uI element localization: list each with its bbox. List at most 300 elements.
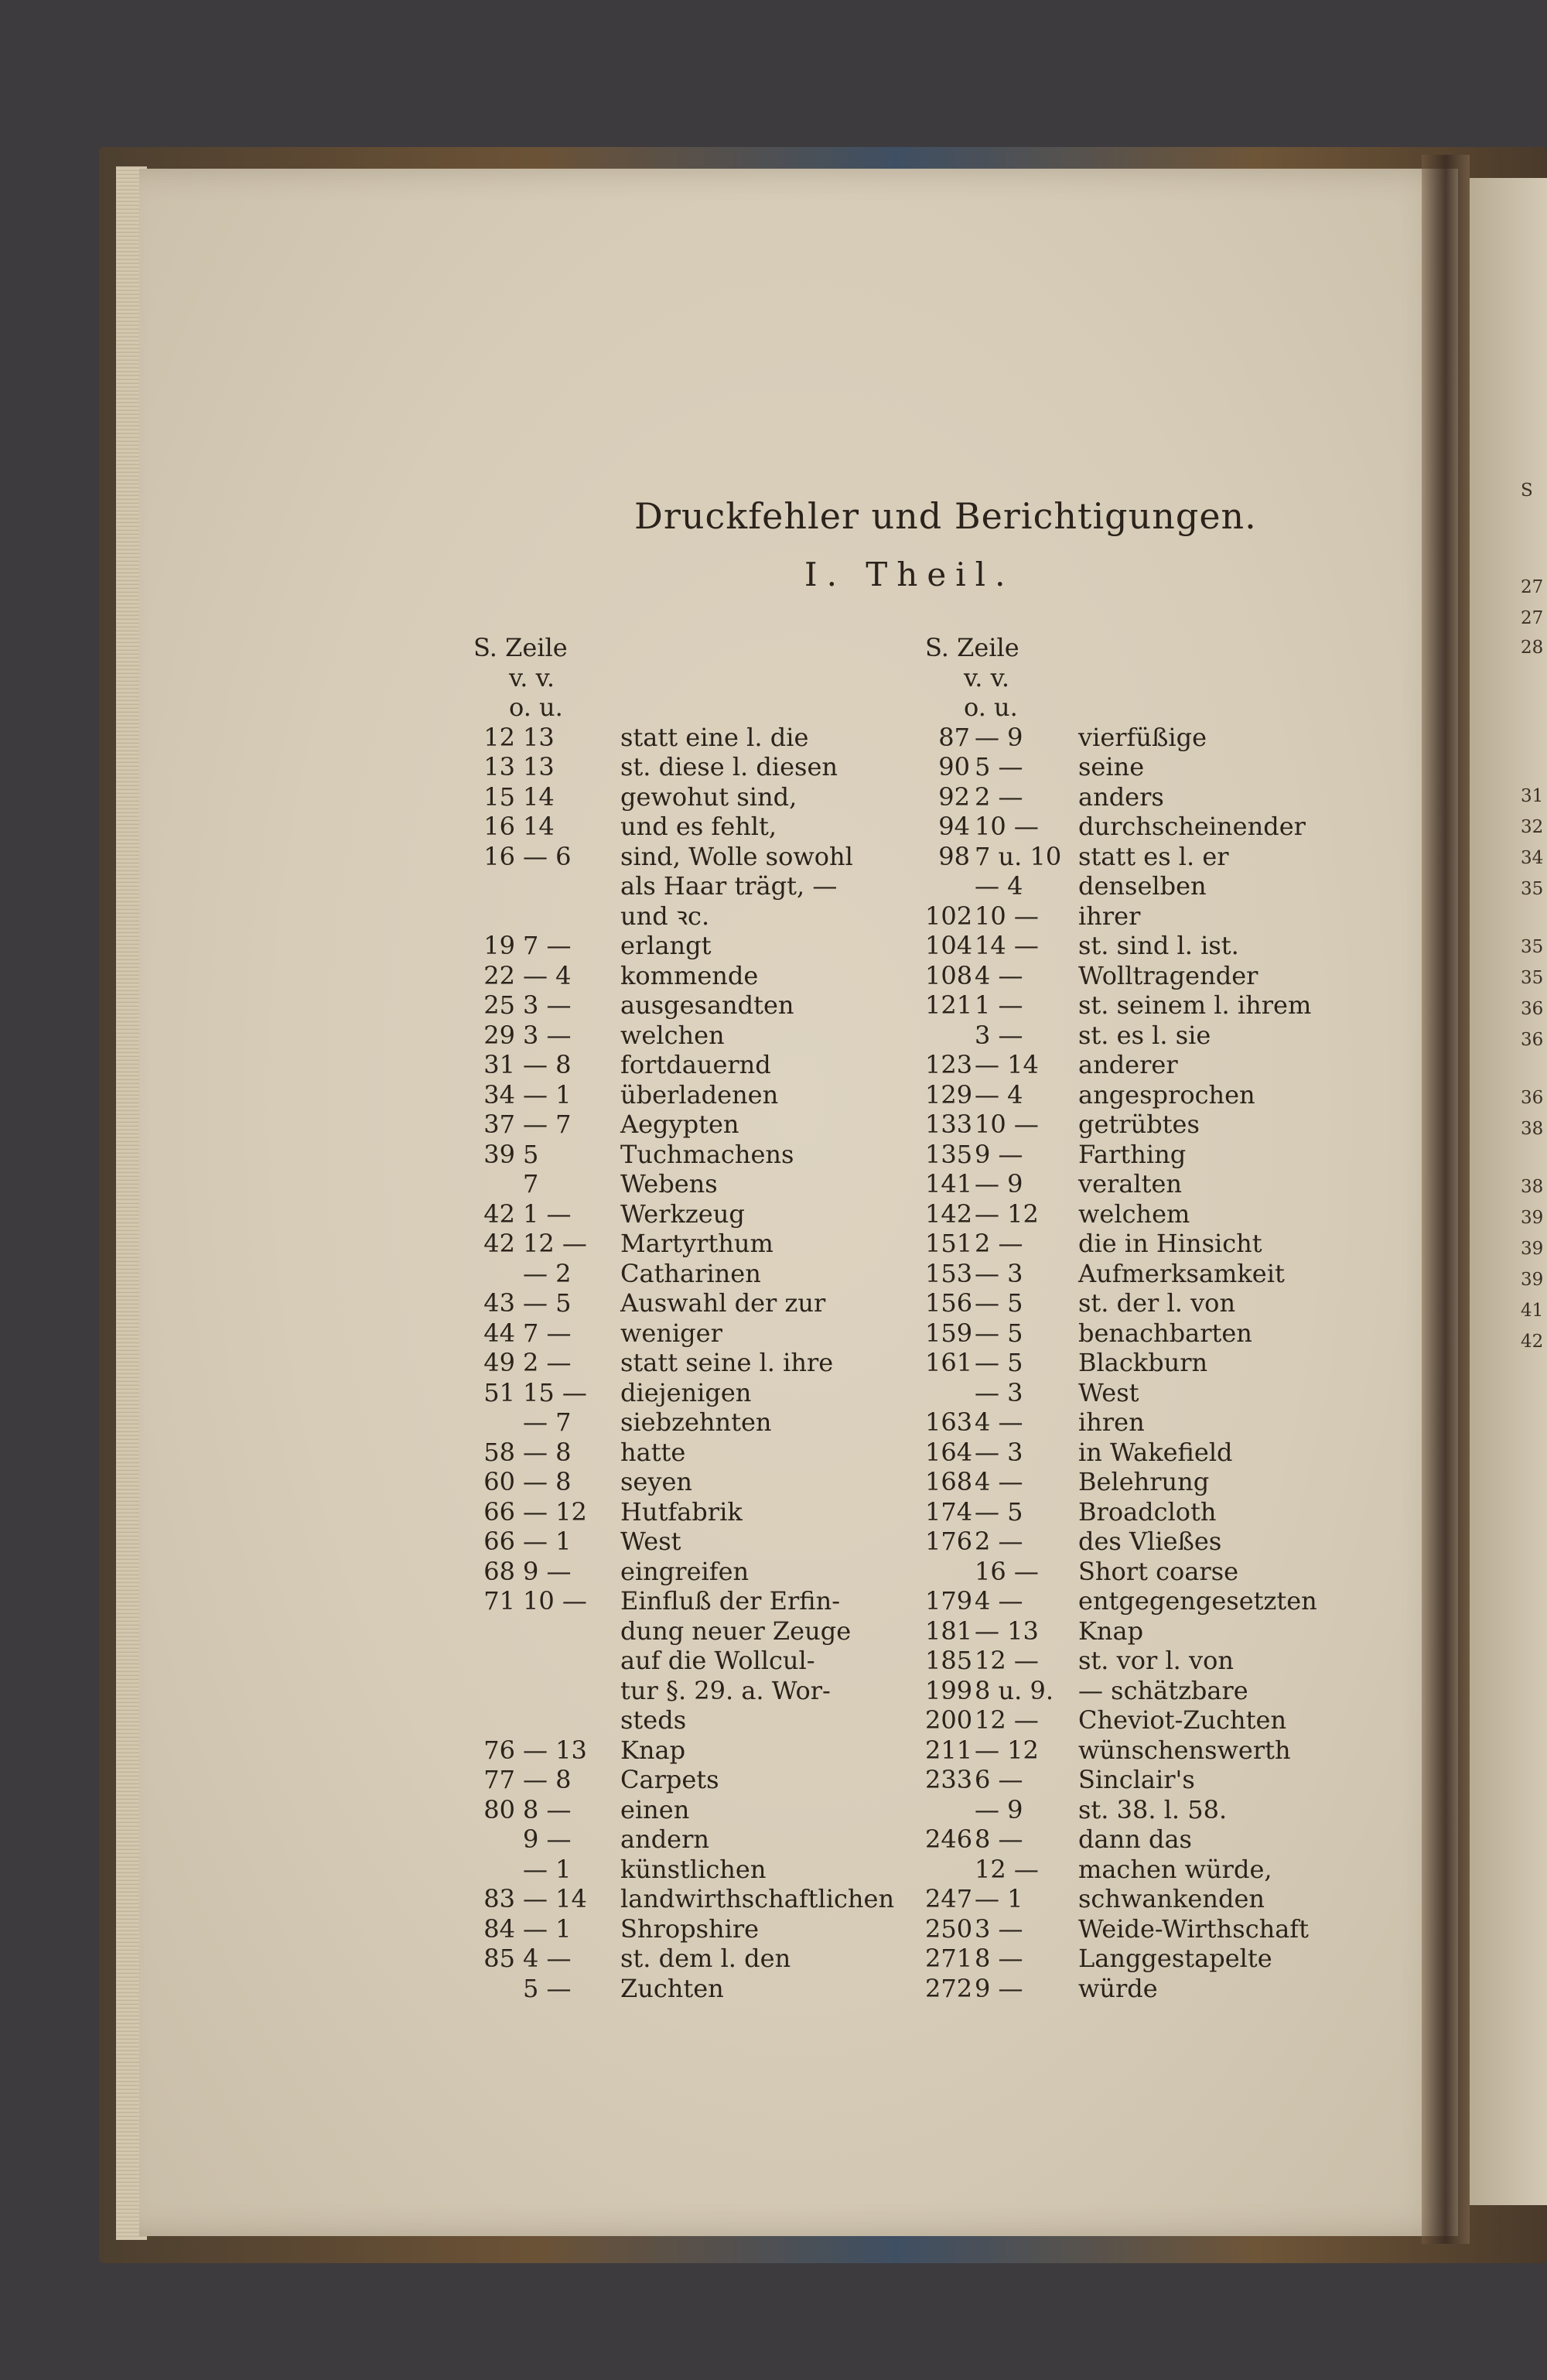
errata-row (925, 1110, 1389, 1140)
errata-correction: Wolltragender (1078, 960, 1258, 990)
errata-line-ref: 1 — (975, 990, 1023, 1020)
errata-correction: Aufmerksamkeit (1078, 1258, 1285, 1288)
errata-correction: vierfüßige (1078, 722, 1207, 752)
errata-page-number: 60 (483, 1467, 515, 1496)
errata-page-number: 272 (925, 1973, 973, 2003)
errata-line-ref: — 4 (975, 871, 1023, 901)
errata-correction: ausgesandten (620, 990, 794, 1020)
errata-page-number: 12 (483, 722, 515, 752)
errata-correction: Webens (620, 1169, 718, 1199)
errata-page-number: 108 (925, 960, 973, 990)
errata-line-ref: — 12 (523, 1496, 587, 1527)
column-header (925, 663, 1389, 693)
next-page-fragment: 38 (1521, 1119, 1544, 1139)
errata-correction: entgegengesetzten (1078, 1586, 1317, 1616)
errata-line-ref: 5 — (523, 1973, 572, 2003)
errata-line-ref: 8 — (523, 1794, 572, 1824)
errata-line-ref: 5 (523, 1139, 539, 1169)
errata-line-ref: — 12 (975, 1199, 1039, 1229)
errata-row (473, 812, 907, 842)
errata-page-number: 200 (925, 1705, 973, 1735)
errata-line-ref: — 4 (975, 1079, 1023, 1110)
errata-line-ref: 12 — (975, 1854, 1039, 1884)
errata-page-number: 76 (483, 1735, 515, 1765)
next-page-fragment: 28 (1521, 638, 1544, 658)
column-header-label: S. Zeile (925, 633, 1019, 662)
errata-row (925, 1229, 1389, 1259)
errata-page-number: 135 (925, 1139, 973, 1169)
errata-row (473, 1407, 907, 1438)
errata-correction: Weide-Wirthschaft (1078, 1913, 1309, 1944)
errata-page-number: 92 (938, 781, 970, 812)
errata-page-number: 66 (483, 1527, 515, 1556)
errata-correction: st. vor l. von (1078, 1646, 1234, 1675)
errata-correction: — schätzbare (1078, 1675, 1248, 1705)
errata-line-ref: 2 — (975, 1229, 1023, 1258)
errata-correction: siebzehnten (620, 1407, 772, 1437)
errata-row (473, 1974, 907, 2004)
errata-page-number: 66 (483, 1496, 515, 1527)
errata-row (473, 1497, 907, 1527)
errata-row (473, 1557, 907, 1587)
errata-correction: die in Hinsicht (1078, 1229, 1262, 1258)
errata-page-number: 85 (483, 1944, 515, 1973)
errata-row (473, 1884, 907, 1914)
errata-row (473, 1824, 907, 1855)
errata-line-ref: 10 — (975, 812, 1039, 841)
errata-page-number: 179 (925, 1586, 973, 1616)
errata-correction: Langgestapelte (1078, 1944, 1272, 1973)
errata-line-ref: 5 — (975, 752, 1023, 781)
errata-row (925, 1527, 1389, 1557)
errata-line-ref: 14 — (975, 931, 1039, 960)
errata-correction: welchem (1078, 1199, 1190, 1229)
errata-correction: veralten (1078, 1169, 1183, 1199)
errata-page-number: 176 (925, 1527, 973, 1556)
errata-row (925, 1646, 1389, 1676)
errata-page-number: 80 (483, 1794, 515, 1824)
errata-line-ref: 7 (523, 1169, 539, 1199)
errata-line-ref: 7 — (523, 1318, 572, 1348)
errata-row (473, 1438, 907, 1468)
errata-row (925, 1169, 1389, 1199)
errata-page-number: 19 (483, 931, 515, 960)
errata-page-number: 164 (925, 1437, 973, 1467)
errata-correction: Broadcloth (1078, 1496, 1217, 1527)
next-page-fragment: 35 (1521, 879, 1544, 899)
errata-row (473, 1110, 907, 1140)
errata-correction: st. sind l. ist. (1078, 931, 1239, 960)
errata-row (473, 990, 907, 1021)
errata-correction: st. es l. sie (1078, 1020, 1211, 1050)
errata-page-number: 133 (925, 1110, 973, 1139)
errata-line-ref: — 1 (523, 1913, 572, 1944)
errata-page-number: 16 (483, 812, 515, 841)
errata-correction: benachbarten (1078, 1318, 1252, 1348)
next-page-fragment: 27 (1521, 608, 1544, 628)
errata-line-ref: 12 — (975, 1705, 1039, 1735)
errata-correction: Auswahl der zur (620, 1288, 826, 1318)
errata-correction: st. der l. von (1078, 1288, 1236, 1318)
errata-row (925, 1705, 1389, 1735)
errata-correction: machen würde, (1078, 1854, 1272, 1884)
errata-correction: fortdauernd (620, 1050, 771, 1079)
errata-correction: anders (1078, 781, 1164, 812)
errata-page-number: 185 (925, 1646, 973, 1675)
errata-row (925, 1318, 1389, 1349)
errata-page-number: 181 (925, 1616, 973, 1646)
errata-row (925, 1021, 1389, 1051)
errata-correction: West (1078, 1377, 1139, 1407)
errata-row (473, 1765, 907, 1795)
errata-line-ref: — 12 (975, 1735, 1039, 1765)
next-page-fragment: 39 (1521, 1270, 1544, 1290)
errata-correction: künstlichen (620, 1854, 767, 1884)
errata-row (473, 1914, 907, 1944)
errata-page-number: 142 (925, 1199, 973, 1229)
errata-page-number: 22 (483, 960, 515, 990)
errata-row (925, 723, 1389, 753)
errata-line-ref: 9 — (523, 1556, 572, 1586)
errata-correction: West (620, 1527, 681, 1556)
errata-correction: anderer (1078, 1050, 1178, 1079)
errata-correction: sind, Wolle sowohl (620, 841, 853, 871)
errata-correction: st. seinem l. ihrem (1078, 990, 1312, 1020)
next-page-fragment: 36 (1521, 1088, 1544, 1108)
errata-row (473, 723, 907, 753)
errata-line-ref: 3 — (523, 1020, 572, 1050)
errata-row (473, 1318, 907, 1349)
errata-page-number: 58 (483, 1437, 515, 1467)
errata-page-number: 199 (925, 1675, 973, 1705)
errata-page-number: 174 (925, 1496, 973, 1527)
errata-correction: st. diese l. diesen (620, 752, 838, 781)
errata-row (925, 1378, 1389, 1408)
errata-row (925, 1855, 1389, 1885)
errata-row (473, 931, 907, 961)
errata-line-ref: — 5 (523, 1288, 572, 1318)
errata-row (925, 1288, 1389, 1318)
errata-correction: überladenen (620, 1079, 779, 1110)
errata-page-number: 271 (925, 1944, 973, 1973)
errata-row (473, 961, 907, 991)
errata-correction: Martyrthum (620, 1229, 774, 1258)
errata-line-ref: 2 — (523, 1348, 572, 1377)
errata-row (473, 1259, 907, 1289)
errata-page-number: 168 (925, 1467, 973, 1496)
errata-line-ref: 8 — (975, 1944, 1023, 1973)
column-header (925, 692, 1389, 723)
errata-row (925, 1050, 1389, 1080)
errata-page-number: 71 (483, 1586, 515, 1616)
errata-line-ref: 8 u. 9. (975, 1675, 1054, 1705)
errata-row (925, 1914, 1389, 1944)
errata-correction: dann das (1078, 1824, 1192, 1854)
column-header (473, 692, 907, 723)
next-page-fragment: 42 (1521, 1332, 1544, 1352)
errata-line-ref: 16 — (975, 1556, 1039, 1586)
errata-page-number: 42 (483, 1199, 515, 1229)
errata-line-ref: 15 — (523, 1377, 587, 1407)
errata-row (473, 1050, 907, 1080)
errata-correction: Aegypten (620, 1110, 739, 1139)
column-header (473, 633, 907, 663)
errata-line-ref: 9 — (523, 1824, 572, 1854)
errata-row (925, 1497, 1389, 1527)
errata-correction: weniger (620, 1318, 722, 1348)
errata-row (473, 1199, 907, 1229)
errata-row (473, 1705, 907, 1735)
errata-page-number: 250 (925, 1913, 973, 1944)
errata-correction: in Wakefield (1078, 1437, 1233, 1467)
errata-row (473, 1467, 907, 1497)
errata-row (473, 1586, 907, 1616)
errata-line-ref: 10 — (975, 1110, 1039, 1139)
errata-page-number: 156 (925, 1288, 973, 1318)
errata-page-number: 83 (483, 1884, 515, 1913)
errata-correction: und es fehlt, (620, 812, 777, 841)
errata-correction: gewohut sind, (620, 781, 797, 812)
errata-row (925, 931, 1389, 961)
errata-correction: statt es l. er (1078, 841, 1229, 871)
errata-correction: Zuchten (620, 1973, 724, 2003)
errata-row (473, 1795, 907, 1825)
errata-line-ref: 3 — (975, 1020, 1023, 1050)
errata-row (473, 782, 907, 812)
errata-correction: Blackburn (1078, 1348, 1208, 1377)
errata-row (925, 1676, 1389, 1706)
errata-page-number: 246 (925, 1824, 973, 1854)
page-subtitle: I. Theil. (804, 556, 1015, 593)
errata-line-ref: — 5 (975, 1348, 1023, 1377)
column-header-label: o. u. (964, 692, 1018, 722)
errata-correction: seyen (620, 1467, 692, 1496)
next-page-fragment: 38 (1521, 1177, 1544, 1197)
errata-line-ref: 12 — (523, 1229, 587, 1258)
errata-correction: welchen (620, 1020, 725, 1050)
errata-page-number: 90 (938, 752, 970, 781)
errata-line-ref: 1 — (523, 1199, 572, 1229)
errata-page-number: 37 (483, 1110, 515, 1139)
errata-correction: erlangt (620, 931, 712, 960)
errata-page-number: 98 (938, 841, 970, 871)
errata-line-ref: 10 — (523, 1586, 587, 1616)
errata-correction: Werkzeug (620, 1199, 745, 1229)
errata-correction: hatte (620, 1437, 686, 1467)
errata-correction: einen (620, 1794, 690, 1824)
errata-page-number: 153 (925, 1258, 973, 1288)
errata-correction: als Haar trägt, — (620, 871, 838, 901)
errata-line-ref: — 1 (523, 1527, 572, 1556)
errata-line-ref: — 7 (523, 1407, 572, 1437)
column-header-label: v. v. (509, 662, 555, 692)
errata-row (925, 1407, 1389, 1438)
next-page-fragment: 39 (1521, 1239, 1544, 1259)
next-page-fragment: 27 (1521, 577, 1544, 597)
errata-row (473, 1855, 907, 1885)
errata-page-number: 43 (483, 1288, 515, 1318)
next-page-fragment: 36 (1521, 1030, 1544, 1050)
errata-page-number: 84 (483, 1913, 515, 1944)
errata-row (925, 1824, 1389, 1855)
errata-correction: Belehrung (1078, 1467, 1210, 1496)
errata-line-ref: 4 — (523, 1944, 572, 1973)
errata-line-ref: 4 — (975, 960, 1023, 990)
errata-row (473, 1140, 907, 1170)
errata-line-ref: 3 — (975, 1913, 1023, 1944)
errata-row (473, 1080, 907, 1110)
errata-row (473, 1378, 907, 1408)
errata-row (925, 1080, 1389, 1110)
errata-page-number: 102 (925, 901, 973, 931)
errata-row (925, 1795, 1389, 1825)
errata-page-number: 34 (483, 1079, 515, 1110)
errata-row (925, 1884, 1389, 1914)
errata-page-number: 129 (925, 1079, 973, 1110)
errata-line-ref: — 4 (523, 960, 572, 990)
errata-line-ref: — 3 (975, 1437, 1023, 1467)
errata-row (925, 1140, 1389, 1170)
errata-row (925, 961, 1389, 991)
errata-line-ref: 7 — (523, 931, 572, 960)
errata-page-number: 233 (925, 1765, 973, 1794)
errata-line-ref: — 8 (523, 1765, 572, 1794)
errata-row (473, 901, 907, 932)
errata-row (925, 901, 1389, 932)
errata-line-ref: 9 — (975, 1139, 1023, 1169)
book-gutter (1422, 155, 1470, 2244)
errata-line-ref: — 3 (975, 1377, 1023, 1407)
errata-page-number: 151 (925, 1229, 973, 1258)
errata-page-number: 161 (925, 1348, 973, 1377)
errata-correction: steds (620, 1705, 687, 1735)
errata-page-number: 42 (483, 1229, 515, 1258)
errata-page-number: 16 (483, 841, 515, 871)
errata-line-ref: 13 (523, 752, 555, 781)
errata-line-ref: — 9 (975, 1794, 1023, 1824)
errata-page-number: 247 (925, 1884, 973, 1913)
errata-row (473, 752, 907, 782)
errata-correction: und ꝛc. (620, 901, 710, 931)
errata-line-ref: — 3 (975, 1258, 1023, 1288)
errata-correction: st. dem l. den (620, 1944, 791, 1973)
errata-row (925, 1438, 1389, 1468)
errata-line-ref: — 14 (975, 1050, 1039, 1079)
errata-row (925, 1944, 1389, 1974)
next-page-fragment: 35 (1521, 968, 1544, 988)
errata-correction: schwankenden (1078, 1884, 1265, 1913)
errata-line-ref: — 5 (975, 1318, 1023, 1348)
errata-correction: durchscheinender (1078, 812, 1306, 841)
errata-line-ref: 2 — (975, 1527, 1023, 1556)
errata-line-ref: 14 (523, 781, 555, 812)
errata-line-ref: — 6 (523, 841, 572, 871)
errata-row (473, 1735, 907, 1766)
errata-row (473, 1229, 907, 1259)
next-page-fragment: 32 (1521, 817, 1544, 837)
errata-page-number: 31 (483, 1050, 515, 1079)
errata-line-ref: — 5 (975, 1288, 1023, 1318)
errata-line-ref: — 8 (523, 1050, 572, 1079)
errata-row (473, 1348, 907, 1378)
errata-correction: würde (1078, 1973, 1158, 2003)
errata-correction: statt eine l. die (620, 722, 809, 752)
next-page-fragment: 35 (1521, 937, 1544, 957)
errata-line-ref: — 1 (523, 1079, 572, 1110)
errata-line-ref: — 8 (523, 1467, 572, 1496)
errata-row (473, 1169, 907, 1199)
errata-correction: Farthing (1078, 1139, 1187, 1169)
errata-correction: diejenigen (620, 1377, 752, 1407)
errata-row (925, 782, 1389, 812)
errata-line-ref: — 14 (523, 1884, 587, 1913)
errata-correction: Knap (620, 1735, 686, 1765)
next-page-fragment: 36 (1521, 999, 1544, 1019)
errata-row (925, 1259, 1389, 1289)
errata-correction: auf die Wollcul- (620, 1646, 815, 1675)
errata-page-number: 15 (483, 781, 515, 812)
errata-row (473, 1288, 907, 1318)
errata-correction: Cheviot-Zuchten (1078, 1705, 1287, 1735)
errata-line-ref: 10 — (975, 901, 1039, 931)
next-page-fragment: 39 (1521, 1208, 1544, 1228)
errata-correction: tur §. 29. a. Wor- (620, 1675, 831, 1705)
errata-line-ref: 4 — (975, 1407, 1023, 1437)
errata-line-ref: 9 — (975, 1973, 1023, 2003)
errata-correction: kommende (620, 960, 759, 990)
errata-page-number: 159 (925, 1318, 973, 1348)
errata-row (925, 1348, 1389, 1378)
errata-line-ref: 4 — (975, 1586, 1023, 1616)
errata-page-number: 29 (483, 1020, 515, 1050)
errata-line-ref: 12 — (975, 1646, 1039, 1675)
errata-row (473, 1021, 907, 1051)
errata-line-ref: — 8 (523, 1437, 572, 1467)
errata-correction: angesprochen (1078, 1079, 1255, 1110)
errata-row (925, 842, 1389, 872)
errata-row (473, 1676, 907, 1706)
column-header (925, 633, 1389, 663)
errata-row (925, 1974, 1389, 2004)
errata-row (473, 1646, 907, 1676)
errata-page-number: 77 (483, 1765, 515, 1794)
errata-correction: Short coarse (1078, 1556, 1239, 1586)
errata-line-ref: — 1 (975, 1884, 1023, 1913)
errata-correction: st. 38. l. 58. (1078, 1794, 1228, 1824)
errata-row (925, 871, 1389, 901)
errata-line-ref: 7 u. 10 (975, 841, 1062, 871)
errata-correction: statt seine l. ihre (620, 1348, 834, 1377)
errata-line-ref: 6 — (975, 1765, 1023, 1794)
errata-page-number: 49 (483, 1348, 515, 1377)
errata-row (925, 1616, 1389, 1647)
errata-row (925, 1765, 1389, 1795)
errata-row (925, 1467, 1389, 1497)
errata-line-ref: 14 (523, 812, 555, 841)
errata-page-number: 13 (483, 752, 515, 781)
errata-page-number: 44 (483, 1318, 515, 1348)
errata-line-ref: 13 (523, 722, 555, 752)
errata-column-left (473, 633, 907, 2003)
errata-line-ref: 8 — (975, 1824, 1023, 1854)
errata-correction: seine (1078, 752, 1145, 781)
page-title: Druckfehler und Berichtigungen. (634, 495, 1257, 537)
errata-row (473, 1527, 907, 1557)
errata-correction: andern (620, 1824, 710, 1854)
errata-line-ref: — 7 (523, 1110, 572, 1139)
errata-line-ref: — 1 (523, 1854, 572, 1884)
errata-page-number: 68 (483, 1556, 515, 1586)
